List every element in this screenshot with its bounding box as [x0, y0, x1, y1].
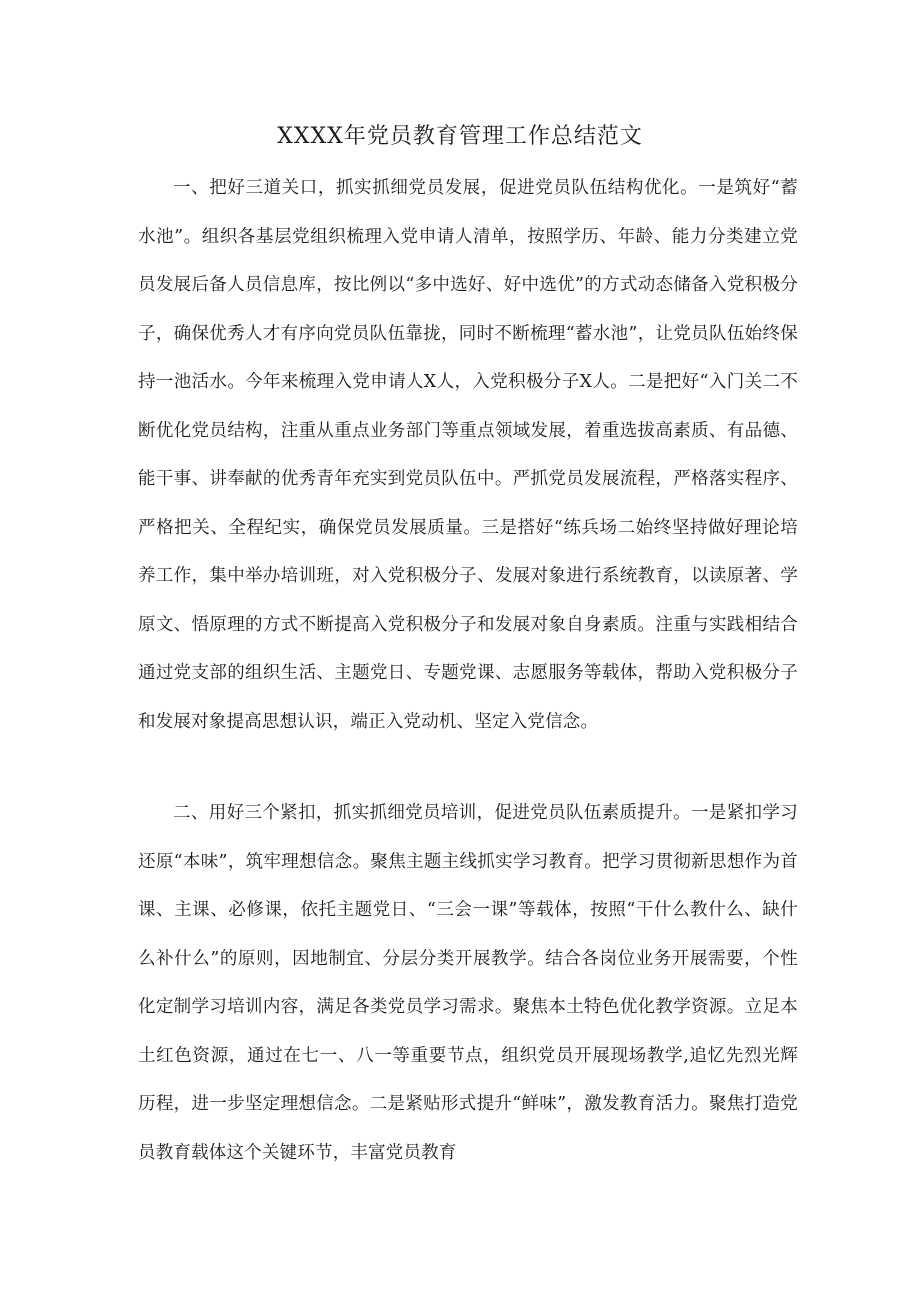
paragraph-1: 一、把好三道关口，抓实抓细党员发展，促进党员队伍结构优化。一是筑好“蓄水池”。组织各基层党组织梳理入党申请人清单，按照学历、年龄、能力分类建立党员发展后备人员信息库，按比例以“多中选好、好中选优”的方式动态储备入党积极分子，确保优秀人才有序向党员队伍靠拢，同时不断梳理“蓄水池”，让党员队伍始终保持一池活水。今年来梳理入党申请人X人，入党积极分子X人。二是把好“入门关二不断优化党员结构，注重从重点业务部门等重点领域发展，着重选拔高素质、有品德、能干事、讲奉献的优秀青年充实到党员队伍中。严抓党员发展流程，严格落实程序、严格把关、全程纪实，确保党员发展质量。三是搭好“练兵场二始终坚持做好理论培养工作，集中举办培训班，对入党积极分子、发展对象进行系统教育，以读原著、学原文、悟原理的方式不断提高入党积极分子和发展对象自身素质。注重与实践相结合通过党支部的组织生活、主题党日、专题党课、志愿服务等载体，帮助入党积极分子和发展对象提高思想认识，端正入党动机、坚定入党信念。 [138, 178, 798, 732]
paragraph-2: 二、用好三个紧扣，抓实抓细党员培训，促进党员队伍素质提升。一是紧扣学习还原“本味”，筑牢理想信念。聚焦主题主线抓实学习教育。把学习贯彻新思想作为首课、主课、必修课，依托主题党日、“三会一课”等载体，按照“干什么教什么、缺什么补什么”的原则，因地制宜、分层分类开展教学。结合各岗位业务开展需要，个性化定制学习培训内容，满足各类党员学习需求。聚焦本土特色优化教学资源。立足本土红色资源，通过在七一、八一等重要节点，组织党员开展现场教学,追忆先烈光辉历程，进一步坚定理想信念。二是紧贴形式提升“鲜味”，激发教育活力。聚焦打造党员教育载体这个关键环节，丰富党员教育 [138, 803, 798, 1163]
document-title: XXXX年党员教育管理工作总结范文 [277, 124, 643, 149]
